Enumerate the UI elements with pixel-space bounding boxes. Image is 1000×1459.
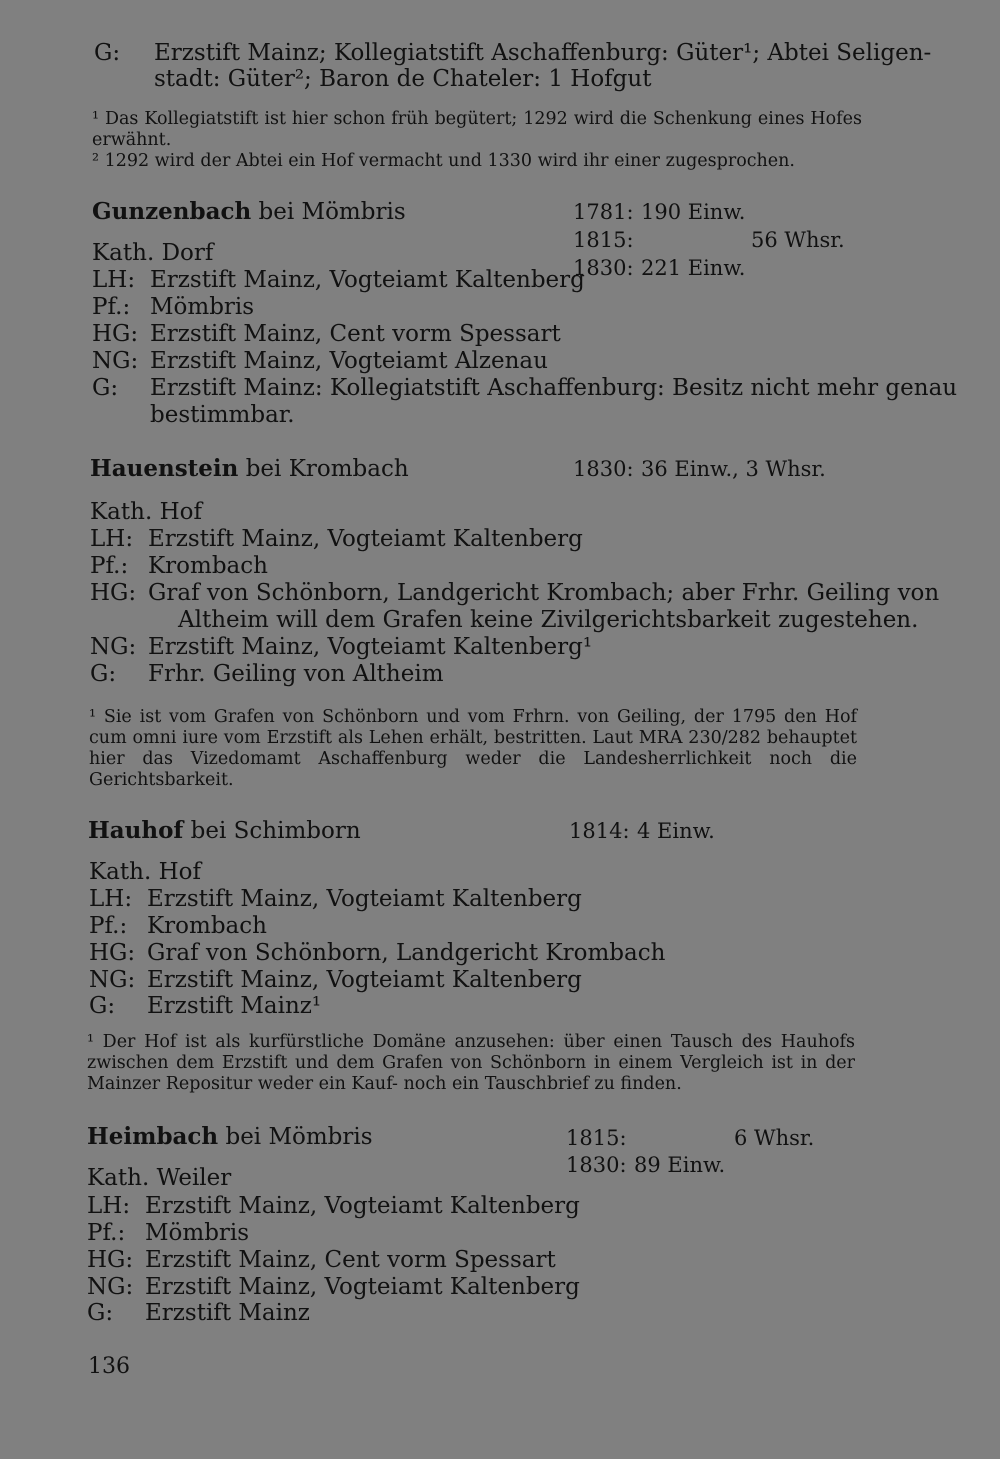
place-location: bei Krombach xyxy=(245,456,409,482)
entry-row xyxy=(87,1220,250,1246)
row-label: G: xyxy=(92,375,119,401)
entry-row xyxy=(87,1274,580,1300)
entry-row xyxy=(90,526,583,552)
entry-row xyxy=(90,553,268,579)
row-label: LH: xyxy=(87,1193,131,1219)
stat-line xyxy=(573,228,845,252)
entry-row xyxy=(90,634,593,660)
row-label: LH: xyxy=(92,267,136,293)
row-text: Erzstift Mainz, Vogteiamt Kaltenberg xyxy=(145,1274,580,1300)
footnote: ¹ Der Hof ist als kurfürstliche Domäne anzusehen: über einen Tausch des Hauhofs zwischen dem Erzstift und dem Grafen von Schönborn in einem Vergleich ist in der Mainzer Repositur weder ein Kauf- noch ein Tauschbrief zu finden. xyxy=(87,1032,855,1094)
stat-value: 221 Einw. xyxy=(641,256,746,280)
row-text: Erzstift Mainz, Vogteiamt Kaltenberg xyxy=(147,967,582,993)
stat-year: 1815: xyxy=(566,1126,627,1150)
place-location: bei Schimborn xyxy=(190,818,361,844)
place-name: Heimbach xyxy=(87,1123,219,1150)
entry-row xyxy=(87,1247,556,1273)
row-label: Pf.: xyxy=(90,553,129,579)
stat-year: 1815: xyxy=(573,228,634,252)
row-label: LH: xyxy=(90,526,134,552)
row-text: Krombach xyxy=(147,913,267,939)
place-name: Hauenstein xyxy=(90,455,239,482)
entry-row xyxy=(92,294,255,320)
stat-year: 1830: xyxy=(566,1153,627,1177)
stat-value: 6 Whsr. xyxy=(734,1126,815,1150)
row-label: G: xyxy=(89,993,116,1019)
row-label: Pf.: xyxy=(87,1220,126,1246)
stat-line xyxy=(573,200,746,224)
stat-value: 36 Einw., 3 Whsr. xyxy=(641,457,826,481)
entry-row xyxy=(89,913,267,939)
row-text: Erzstift Mainz, Cent vorm Spessart xyxy=(150,321,561,347)
footnote-1: ¹ Das Kollegiatstift ist hier schon früh begütert; 1292 wird die Schenkung eines Hofes erwähnt. xyxy=(92,109,862,150)
row-text: Frhr. Geiling von Altheim xyxy=(148,661,444,687)
entry-row xyxy=(92,375,958,428)
place-name: Hauhof xyxy=(88,817,184,844)
row-label: Pf.: xyxy=(92,294,131,320)
row-text: Erzstift Mainz, Vogteiamt Kaltenberg xyxy=(147,886,582,912)
settlement-type: Kath. Weiler xyxy=(87,1165,232,1191)
stat-line xyxy=(573,457,826,481)
row-text: Erzstift Mainz xyxy=(145,1300,310,1326)
row-label: LH: xyxy=(89,886,133,912)
row-label: Pf.: xyxy=(89,913,128,939)
row-text: Mömbris xyxy=(145,1220,250,1246)
entry-heading xyxy=(92,198,406,225)
row-label: NG: xyxy=(90,634,137,660)
entry-row xyxy=(89,993,322,1019)
intro-g-row xyxy=(94,40,932,92)
row-text: Erzstift Mainz, Vogteiamt Kaltenberg xyxy=(145,1193,580,1219)
entry-heading xyxy=(88,817,361,844)
row-label: HG: xyxy=(87,1247,134,1273)
stat-year: 1830: xyxy=(573,256,634,280)
entry-heading xyxy=(87,1123,373,1150)
entry-row xyxy=(92,267,585,293)
row-label: NG: xyxy=(89,967,136,993)
entry-row xyxy=(92,348,548,374)
row-text: Erzstift Mainz: Kollegiatstift Aschaffenburg: Besitz nicht mehr genau xyxy=(150,375,958,401)
entry-row xyxy=(87,1193,580,1219)
row-label: G: xyxy=(90,661,117,687)
stat-value: 89 Einw. xyxy=(634,1153,726,1177)
row-text-continued: stadt: Güter²; Baron de Chateler: 1 Hofgut xyxy=(154,66,652,92)
row-label: NG: xyxy=(87,1274,134,1300)
row-text: Graf von Schönborn, Landgericht Krombach; aber Frhr. Geiling von xyxy=(148,580,940,606)
row-label: HG: xyxy=(90,580,137,606)
stat-year: 1814: xyxy=(569,819,630,843)
row-text-continued: Altheim will dem Grafen keine Zivilgerichtsbarkeit zugestehen. xyxy=(178,607,919,633)
entry-row xyxy=(90,580,940,633)
entry-heading xyxy=(90,455,409,482)
row-label: G: xyxy=(94,40,121,66)
stat-value: 190 Einw. xyxy=(641,200,746,224)
row-label: G: xyxy=(87,1300,114,1326)
footnote-2: ² 1292 wird der Abtei ein Hof vermacht und 1330 wird ihr einer zugesprochen. xyxy=(92,151,795,171)
row-label: HG: xyxy=(92,321,139,347)
stat-value: 4 Einw. xyxy=(637,819,715,843)
place-name: Gunzenbach xyxy=(92,198,252,225)
entry-row xyxy=(87,1300,310,1326)
row-text-continued: bestimmbar. xyxy=(150,402,295,428)
page-number: 136 xyxy=(88,1354,130,1379)
stat-line xyxy=(569,819,715,843)
stat-line xyxy=(566,1153,726,1177)
stat-value: 56 Whsr. xyxy=(751,228,845,252)
footnote: ¹ Sie ist vom Grafen von Schönborn und vom Frhrn. von Geiling, der 1795 den Hof cum omni iure vom Erzstift als Lehen erhält, bestritten. Laut MRA 230/282 behauptet hier das Vizedomamt Aschaffenburg weder die Landesherrlichkeit noch die Gerichtsbarkeit. xyxy=(89,707,857,790)
row-text: Erzstift Mainz, Vogteiamt Kaltenberg¹ xyxy=(148,634,593,660)
stat-line xyxy=(566,1126,815,1150)
stat-year: 1830: xyxy=(573,457,634,481)
stat-year: 1781: xyxy=(573,200,634,224)
row-text: Erzstift Mainz; Kollegiatstift Aschaffenburg: Güter¹; Abtei Seligen- xyxy=(154,40,932,66)
entry-row xyxy=(89,967,582,993)
row-text: Graf von Schönborn, Landgericht Krombach xyxy=(147,940,666,966)
settlement-type: Kath. Hof xyxy=(90,499,202,525)
row-text: Erzstift Mainz, Vogteiamt Alzenau xyxy=(150,348,548,374)
place-location: bei Mömbris xyxy=(258,199,406,225)
row-label: NG: xyxy=(92,348,139,374)
entry-row xyxy=(89,886,582,912)
entry-row xyxy=(90,661,444,687)
row-text: Krombach xyxy=(148,553,268,579)
place-location: bei Mömbris xyxy=(225,1124,373,1150)
row-text: Erzstift Mainz, Vogteiamt Kaltenberg xyxy=(148,526,583,552)
row-text: Erzstift Mainz¹ xyxy=(147,993,322,1019)
settlement-type: Kath. Dorf xyxy=(92,240,214,266)
entry-row xyxy=(89,940,666,966)
row-text: Erzstift Mainz, Vogteiamt Kaltenberg xyxy=(150,267,585,293)
row-text: Mömbris xyxy=(150,294,255,320)
row-label: HG: xyxy=(89,940,136,966)
row-text: Erzstift Mainz, Cent vorm Spessart xyxy=(145,1247,556,1273)
entry-row xyxy=(92,321,561,347)
settlement-type: Kath. Hof xyxy=(89,859,201,885)
